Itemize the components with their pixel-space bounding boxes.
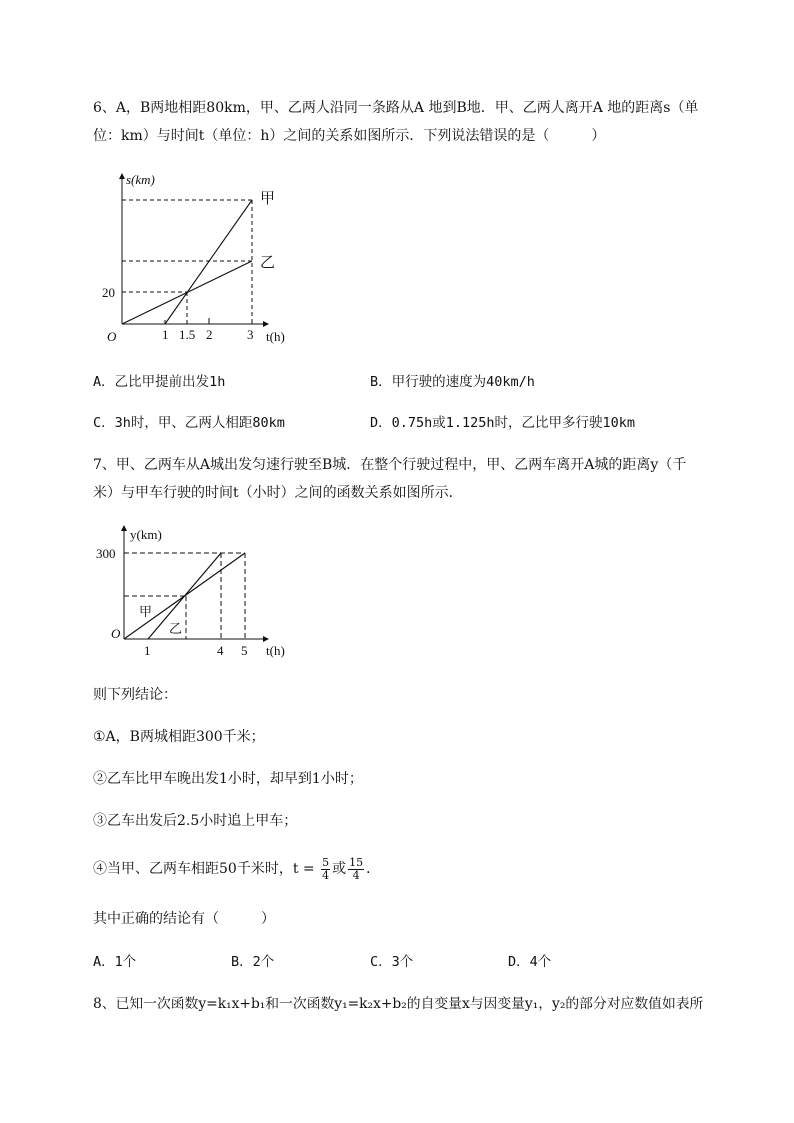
q8-stem-line1: 8、已知一次函数y=k₁x+b₁和一次函数y₁=k₂x+b₂的自变量x与因变量y₁，y₂的部分对应数值如表所 bbox=[93, 996, 704, 1012]
q6-xlabel: t(h) bbox=[266, 329, 285, 344]
q7-c4-fraction-1: $\frac{5}{4}$ bbox=[322, 855, 330, 882]
q7-stem-line2: 米）与甲车行驶的时间t（小时）之间的函数关系如图所示． bbox=[93, 485, 463, 501]
q6-option-c[interactable]: C．3h时，甲、乙两人相距80km bbox=[93, 415, 285, 431]
q6-option-d[interactable]: D．0.75h或1.125h时，乙比甲多行驶10km bbox=[370, 415, 636, 431]
q7-xlabel: t(h) bbox=[266, 643, 285, 658]
q7-label-yi: 乙 bbox=[169, 621, 183, 636]
q7-conclusion-2: ②乙车比甲车晚出发1小时，却早到1小时； bbox=[93, 771, 363, 787]
q7-ytick-300: 300 bbox=[96, 546, 116, 561]
q6-ylabel: s(km) bbox=[126, 172, 155, 187]
q7-intro: 则下列结论： bbox=[93, 687, 177, 703]
q6-series-jia bbox=[165, 200, 252, 324]
q6-xtick-2: 2 bbox=[206, 327, 213, 342]
q6-origin: O bbox=[107, 329, 117, 344]
q7-option-d[interactable]: D．4个 bbox=[508, 954, 552, 970]
q6-graph bbox=[100, 168, 300, 348]
q7-option-b[interactable]: B．2个 bbox=[231, 954, 275, 970]
q7-conclusion-4: ④当甲、乙两车相距50千米时，t = $\frac{5}{4}$ 或 $\frac{15}{4}$ ． bbox=[93, 855, 381, 882]
q7-c4-text: ④当甲、乙两车相距50千米时，t = bbox=[93, 861, 315, 877]
q6-option-a[interactable]: A．乙比甲提前出发1h bbox=[93, 374, 226, 390]
q6-stem-line1: 6、A，B两地相距80km，甲、乙两人沿同一条路从A 地到B地．甲、乙两人离开A 地的距离s（单 bbox=[93, 100, 699, 116]
q7-option-a[interactable]: A．1个 bbox=[93, 954, 137, 970]
q7-conclusion-1: ①A，B两城相距300千米； bbox=[93, 729, 265, 745]
q7-xtick-4: 4 bbox=[217, 643, 224, 658]
q6-xtick-1.5: 1.5 bbox=[179, 327, 196, 342]
q7-label-jia: 甲 bbox=[139, 604, 153, 619]
q6-ytick-20: 20 bbox=[102, 285, 115, 300]
q7-ylabel: y(km) bbox=[130, 527, 162, 542]
q7-xtick-5: 5 bbox=[241, 643, 248, 658]
q6-xtick-3: 3 bbox=[247, 327, 254, 342]
q7-stem-line1: 7、甲、乙两车从A城出发匀速行驶至B城．在整个行驶过程中，甲、乙两车离开A城的距离y（千 bbox=[93, 457, 687, 473]
q6-option-b[interactable]: B．甲行驶的速度为40km/h bbox=[370, 374, 535, 390]
q7-question: 其中正确的结论有（ ） bbox=[93, 911, 275, 927]
q7-conclusion-3: ③乙车出发后2.5小时追上甲车； bbox=[93, 813, 298, 829]
q7-option-c[interactable]: C．3个 bbox=[370, 954, 414, 970]
q7-graph bbox=[90, 520, 300, 665]
q7-xtick-1: 1 bbox=[144, 643, 151, 658]
q6-xtick-1: 1 bbox=[162, 327, 169, 342]
q6-stem-line2: 位：km）与时间t（单位：h）之间的关系如图所示．下列说法错误的是（ ） bbox=[93, 128, 606, 144]
q6-label-yi: 乙 bbox=[260, 255, 276, 271]
q7-origin: O bbox=[111, 626, 121, 641]
q7-c4-fraction-2: $\frac{15}{4}$ bbox=[349, 855, 364, 882]
q6-label-jia: 甲 bbox=[260, 191, 276, 207]
